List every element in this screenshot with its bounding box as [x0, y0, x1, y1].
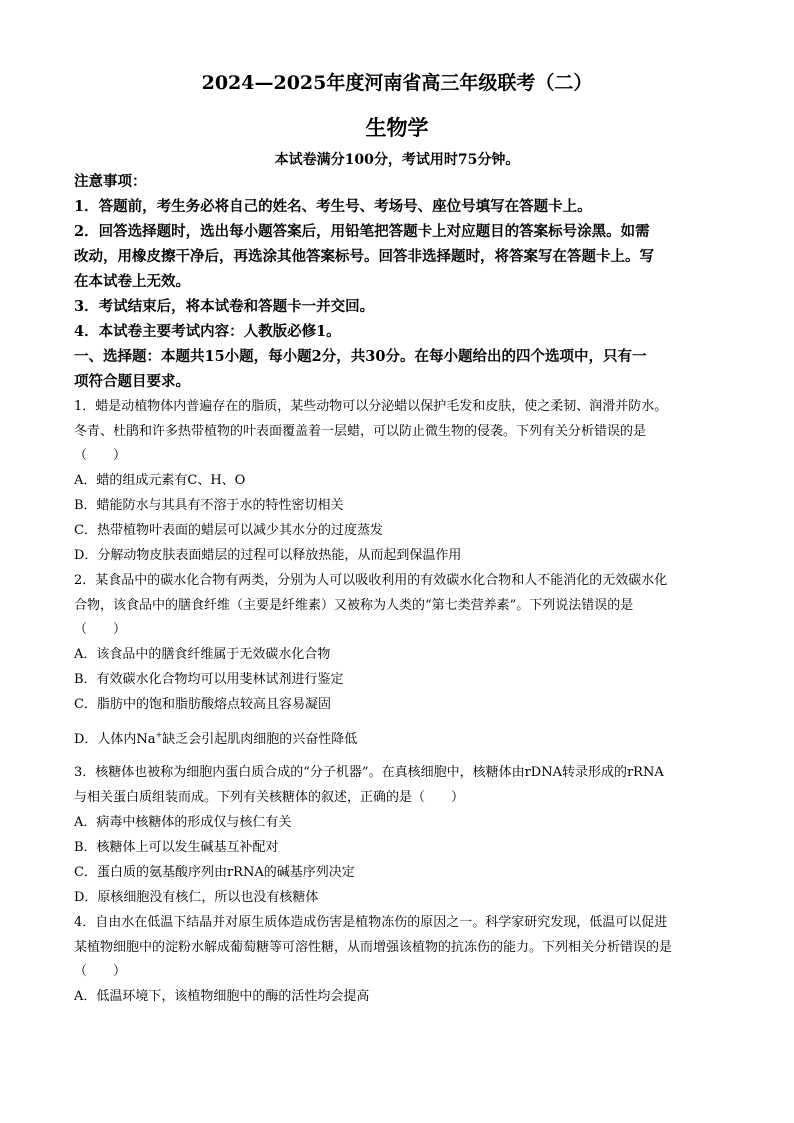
note-1: 1．答题前，考生务必将自己的姓名、考生号、考场号、座位号填写在答题卡上。 — [74, 198, 592, 215]
question-1-blank: （ ） — [74, 448, 127, 463]
question-2-line-b: 合物，该食品中的膳食纤维（主要是纤维素）又被称为人类的“第七类营养素”。下列说法错误的是 — [74, 598, 634, 613]
question-3-option-c: C．蛋白质的氨基酸序列由rRNA的碱基序列决定 — [74, 865, 355, 880]
question-2-line-a: 2．某食品中的碳水化合物有两类，分别为人可以吸收利用的有效碳水化合物和人不能消化的无效碳水化 — [74, 573, 668, 588]
question-2-option-a: A．该食品中的膳食纤维属于无效碳水化合物 — [74, 647, 331, 662]
question-2-option-c: C．脂肪中的饱和脂肪酸熔点较高且容易凝固 — [74, 697, 331, 712]
question-3-line-a: 3．核糖体也被称为细胞内蛋白质合成的“分子机器”。在真核细胞中，核糖体由rDNA转录形成的rRNA — [74, 765, 664, 780]
question-4-blank: （ ） — [74, 964, 127, 979]
question-1-option-b: B．蜡能防水与其具有不溶于水的特性密切相关 — [74, 498, 344, 513]
note-2-line-b: 改动，用橡皮擦干净后，再选涂其他答案标号。回答非选择题时，将答案写在答题卡上。写 — [74, 248, 654, 265]
section-1-line-b: 项符合题目要求。 — [74, 373, 190, 390]
note-3: 3．考试结束后，将本试卷和答题卡一并交回。 — [74, 298, 375, 315]
question-2-option-d-pre: D．人体内Na — [74, 732, 156, 747]
question-4-option-a: A．低温环境下，该植物细胞中的酶的活性均会提高 — [74, 989, 370, 1004]
question-2-option-d — [74, 730, 724, 750]
question-4-line-a: 4．自由水在低温下结晶并对原生质体造成伤害是植物冻伤的原因之一。科学家研究发现，低温可以促进 — [74, 915, 668, 930]
question-1-line-b: 冬青、杜鹃和许多热带植物的叶表面覆盖着一层蜡，可以防止微生物的侵袭。下列有关分析错误的是 — [74, 424, 647, 439]
subject-title: 生物学 — [365, 115, 429, 140]
question-3-option-b: B．核糖体上可以发生碱基互补配对 — [74, 840, 279, 855]
question-4-line-b: 某植物细胞中的淀粉水解成葡萄糖等可溶性糖，从而增强该植物的抗冻伤的能力。下列相关分析错误的是 — [74, 940, 673, 955]
notes-heading: 注意事项： — [74, 173, 147, 190]
question-3-option-d: D．原核细胞没有核仁，所以也没有核糖体 — [74, 890, 319, 905]
question-2-option-b: B．有效碳水化合物均可以用斐林试剂进行鉴定 — [74, 672, 344, 687]
exam-title: 2024—2025年度河南省高三年级联考（二） — [201, 72, 593, 94]
note-2-line-a: 2．回答选择题时，选出每小题答案后，用铅笔把答题卡上对应题目的答案标号涂黑。如需 — [74, 223, 650, 240]
question-1-option-a: A．蜡的组成元素有C、H、O — [74, 473, 246, 488]
question-2-blank: （ ） — [74, 622, 127, 637]
question-3-line-b: 与相关蛋白质组装而成。下列有关核糖体的叙述，正确的是（ ） — [74, 790, 465, 805]
question-3-option-a: A．病毒中核糖体的形成仅与核仁有关 — [74, 815, 292, 830]
question-1-line-a: 1．蜡是动植物体内普遍存在的脂质，某些动物可以分泌蜡以保护毛发和皮肤，使之柔韧、润滑并防水。 — [74, 399, 668, 414]
note-4: 4．本试卷主要考试内容：人教版必修1。 — [74, 323, 341, 340]
section-1-line-a: 一、选择题：本题共15小题，每小题2分，共30分。在每小题给出的四个选项中，只有一 — [74, 348, 647, 365]
note-2-line-c: 在本试卷上无效。 — [74, 273, 190, 290]
question-1-option-d: D．分解动物皮肤表面蜡层的过程可以释放热能，从而起到保温作用 — [74, 548, 462, 563]
sodium-charge: + — [155, 730, 163, 740]
question-1-option-c: C．热带植物叶表面的蜡层可以减少其水分的过度蒸发 — [74, 523, 383, 538]
question-2-option-d-post: 缺乏会引起肌肉细胞的兴奋性降低 — [162, 732, 358, 747]
exam-info: 本试卷满分100分，考试用时75分钟。 — [274, 152, 520, 168]
